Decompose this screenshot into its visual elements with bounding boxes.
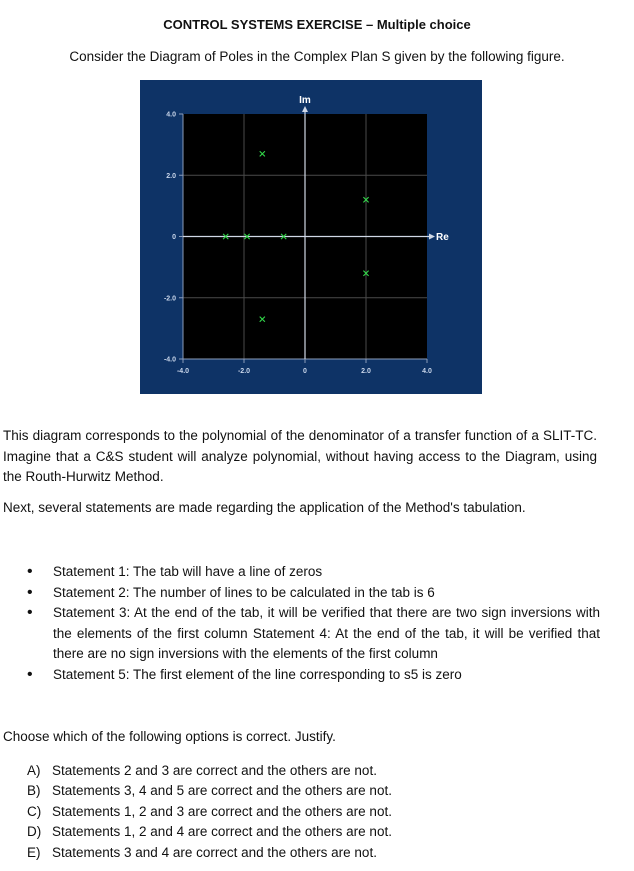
option-d (0, 822, 392, 842)
option-c (0, 802, 392, 822)
statement-item: • Statement 5: The first element of the line corresponding to s5 is zero (0, 665, 600, 686)
x-tick-label: 0 (303, 368, 307, 375)
pole-diagram (140, 80, 482, 394)
option-e (0, 843, 392, 863)
statements-intro: Next, several statements are made regarding the application of the Method's tabulation. (3, 500, 526, 515)
option-letter: C) (27, 803, 42, 819)
option-letter: B) (27, 783, 41, 799)
statement-item: • Statement 1: The tab will have a line of zeros (0, 562, 600, 583)
y-tick-label: -4.0 (163, 356, 176, 364)
option-letter: A) (27, 763, 41, 778)
y-tick-label: 2.0 (166, 172, 176, 180)
option-b (0, 781, 392, 801)
y-tick-label: -2.0 (163, 295, 176, 303)
x-tick-label: -2.0 (237, 368, 251, 375)
x-tick-label: 4.0 (422, 368, 432, 375)
x-tick-label: 2.0 (361, 368, 371, 375)
exercise-title: CONTROL SYSTEMS EXERCISE – Multiple choice (163, 17, 471, 32)
pole-diagram-svg (140, 80, 482, 394)
option-text: Statements 1, 2 and 4 are correct and the others are not. (52, 824, 392, 840)
intro-text: Consider the Diagram of Poles in the Complex Plan S given by the following figure. (69, 49, 565, 64)
option-text: Statements 2 and 3 are correct and the others are not. (52, 763, 377, 778)
question-text: Choose which of the following options is correct. Justify. (3, 729, 336, 744)
option-letter: E) (27, 844, 41, 860)
real-axis-arrow (429, 234, 435, 240)
option-letter: D) (27, 824, 42, 840)
y-tick-label: 0 (172, 234, 176, 241)
x-axis-label: Re (436, 232, 449, 243)
imaginary-axis-arrow (302, 106, 308, 112)
statement-item: • Statement 3: At the end of the tab, it will be verified that there are two sign inversions with the elements of the first column Statement 4: At the end of the tab, it will be verified that there are no sign inversions with the elements of the first column (0, 603, 600, 665)
statement-item: • Statement 2: The number of lines to be calculated in the tab is 6 (0, 583, 600, 604)
description-paragraph: This diagram corresponds to the polynomial of the denominator of a transfer function of a SLIT-TC. Imagine that a C&S student will analyze polynomial, without having access to the Diagram, using the Routh-Hurwitz Method. (3, 428, 597, 484)
x-tick-label: -4.0 (176, 368, 190, 375)
option-text: Statements 3 and 4 are correct and the others are not. (52, 844, 377, 860)
y-tick-label: 4.0 (166, 111, 176, 119)
y-axis-label: Im (299, 95, 311, 106)
option-list (0, 761, 392, 863)
option-a (0, 761, 392, 781)
option-text: Statements 3, 4 and 5 are correct and the others are not. (52, 783, 392, 799)
statement-list (0, 562, 600, 685)
option-text: Statements 1, 2 and 3 are correct and the others are not. (52, 803, 392, 819)
